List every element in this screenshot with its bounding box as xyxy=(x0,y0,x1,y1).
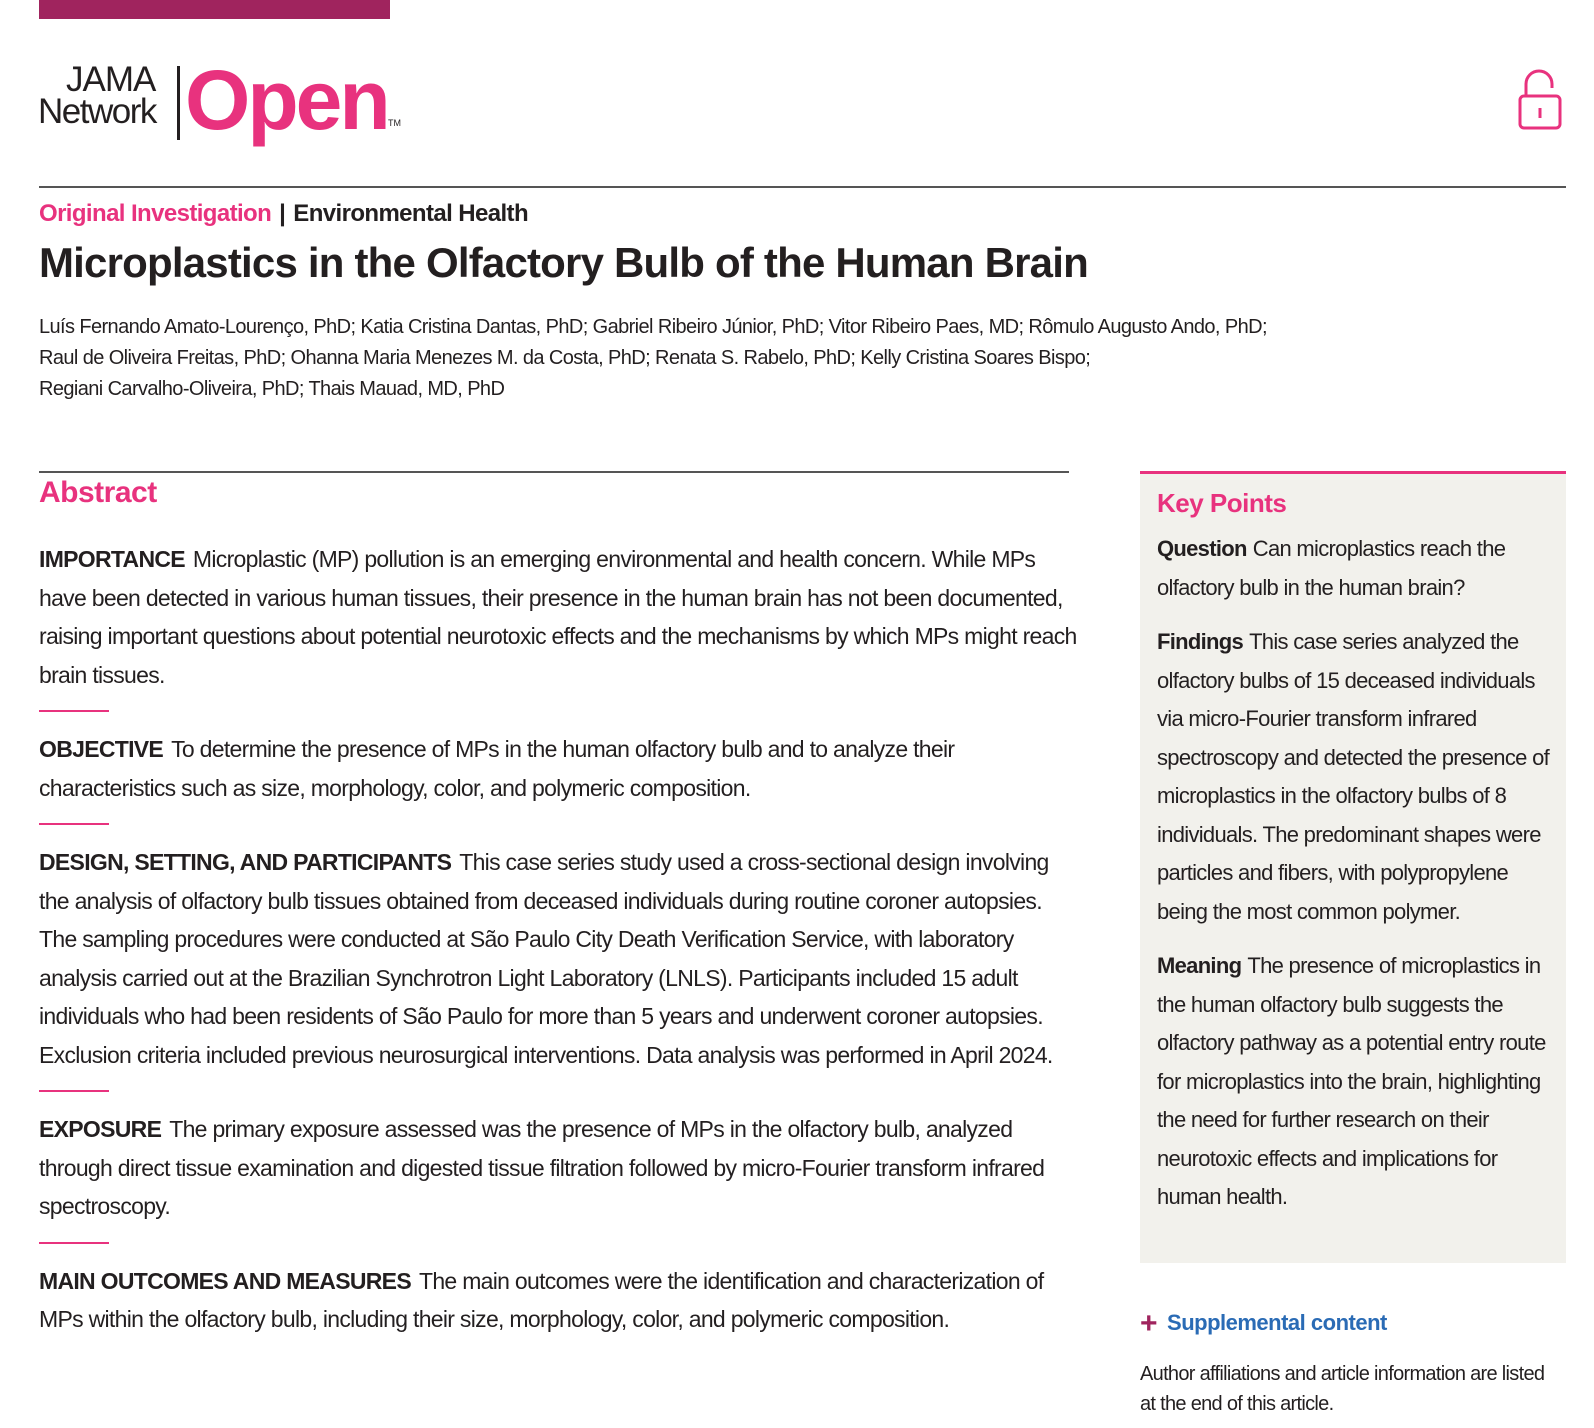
section-label: DESIGN, SETTING, AND PARTICIPANTS xyxy=(39,849,452,875)
author-line: Regiani Carvalho-Oliveira, PhD; Thais Mauad, MD, PhD xyxy=(39,378,505,400)
author-line: Raul de Oliveira Freitas, PhD; Ohanna Maria Menezes M. da Costa, PhD; Renata S. Rabelo, PhD; Kelly Cristina Soares Bispo; xyxy=(39,347,1091,369)
author-list xyxy=(39,312,1419,405)
unlocked-padlock-icon xyxy=(1518,68,1566,132)
subject-label[interactable]: Environmental Health xyxy=(293,200,529,227)
key-point-label: Meaning xyxy=(1157,953,1242,978)
key-point-text: Can microplastics reach the olfactory bulb in the human brain? xyxy=(1157,536,1506,600)
section-divider xyxy=(39,823,109,825)
section-text: To determine the presence of MPs in the human olfactory bulb and to analyze their characteristics such as size, morphology, color, and polymeric composition. xyxy=(39,736,955,801)
logo-open-text: Open xyxy=(185,53,388,147)
key-points-body xyxy=(1157,530,1557,1233)
logo-trademark: TM xyxy=(388,118,401,128)
abstract-heading: Abstract xyxy=(39,476,157,509)
supplemental-content-link[interactable] xyxy=(1140,1307,1387,1341)
logo-divider xyxy=(177,66,180,140)
header-rule xyxy=(39,186,1566,188)
section-text: The main outcomes were the identification and characterization of MPs within the olfactory bulb, including their size, morphology, color, and polymeric composition. xyxy=(39,1267,1044,1332)
abstract-body xyxy=(39,540,1079,1339)
section-text: Microplastic (MP) pollution is an emerging environmental and health concern. While MPs have been detected in various human tissues, their presence in the human brain has not been documented, raising important questions about potential neurotoxic effects and the mechanisms by which MPs might reach brain tissues. xyxy=(39,546,1077,688)
jama-network-open-logo[interactable] xyxy=(38,53,418,147)
logo-jama-text: JAMA xyxy=(66,60,156,99)
abstract-section-outcomes xyxy=(39,1262,1079,1339)
section-text: This case series study used a cross-sectional design involving the analysis of olfactory bulb tissues obtained from deceased individuals during routine coroner autopsies. The sampling procedures were conducted at São Paulo City Death Verification Service, with laboratory analysis carried out at the Brazilian Synchrotron Light Laboratory (LNLS). Participants included 15 adult individuals who had been residents of São Paulo for more than 5 years and underwent coroner autopsies. Exclusion criteria included previous neurosurgical interventions. Data analysis was performed in April 2024. xyxy=(39,849,1053,1068)
key-point-meaning xyxy=(1157,947,1557,1217)
key-points-heading: Key Points xyxy=(1157,488,1287,518)
top-accent-bar xyxy=(39,0,390,19)
key-point-label: Findings xyxy=(1157,629,1244,654)
section-label: EXPOSURE xyxy=(39,1116,162,1142)
key-point-question xyxy=(1157,530,1557,607)
logo-network-text: Network xyxy=(38,92,156,131)
article-category xyxy=(39,200,528,228)
key-point-findings xyxy=(1157,623,1557,931)
key-point-text: This case series analyzed the olfactory bulbs of 15 deceased individuals via micro-Fourier transform infrared spectroscopy and detected the presence of microplastics in the olfactory bulbs of 8 individuals. The predominant shapes were particles and fibers, with polypropylene being the most common polymer. xyxy=(1157,629,1550,924)
abstract-section-design xyxy=(39,843,1079,1074)
abstract-section-importance xyxy=(39,540,1079,694)
section-label: MAIN OUTCOMES AND MEASURES xyxy=(39,1267,411,1294)
section-label: IMPORTANCE xyxy=(39,546,185,572)
section-divider xyxy=(39,710,109,712)
key-point-label: Question xyxy=(1157,536,1247,561)
section-label: OBJECTIVE xyxy=(39,736,164,762)
section-divider xyxy=(39,1242,109,1244)
section-text: The primary exposure assessed was the presence of MPs in the olfactory bulb, analyzed through direct tissue examination and digested tissue filtration followed by micro-Fourier transform infrared spectroscopy. xyxy=(39,1116,1045,1219)
affiliation-note: Author affiliations and article information are listed at the end of this article. xyxy=(1140,1363,1545,1415)
category-separator: | xyxy=(279,200,286,227)
abstract-section-exposure xyxy=(39,1110,1079,1226)
plus-icon: + xyxy=(1140,1307,1158,1340)
abstract-section-objective xyxy=(39,730,1079,807)
key-point-text: The presence of microplastics in the human olfactory bulb suggests the olfactory pathway as a potential entry route for microplastics into the brain, highlighting the need for further research on their neurotoxic effects and implications for human health. xyxy=(1157,953,1546,1209)
article-title: Microplastics in the Olfactory Bulb of the Human Brain xyxy=(39,239,1088,286)
supplemental-content-label: Supplemental content xyxy=(1167,1310,1387,1335)
section-divider xyxy=(39,1090,109,1092)
abstract-rule xyxy=(39,471,1069,473)
category-label[interactable]: Original Investigation xyxy=(39,200,272,227)
key-points-box xyxy=(1140,471,1566,1263)
author-line: Luís Fernando Amato-Lourenço, PhD; Katia Cristina Dantas, PhD; Gabriel Ribeiro Júnior, PhD; Vitor Ribeiro Paes, MD; Rômulo Augusto Ando, PhD; xyxy=(39,316,1267,338)
